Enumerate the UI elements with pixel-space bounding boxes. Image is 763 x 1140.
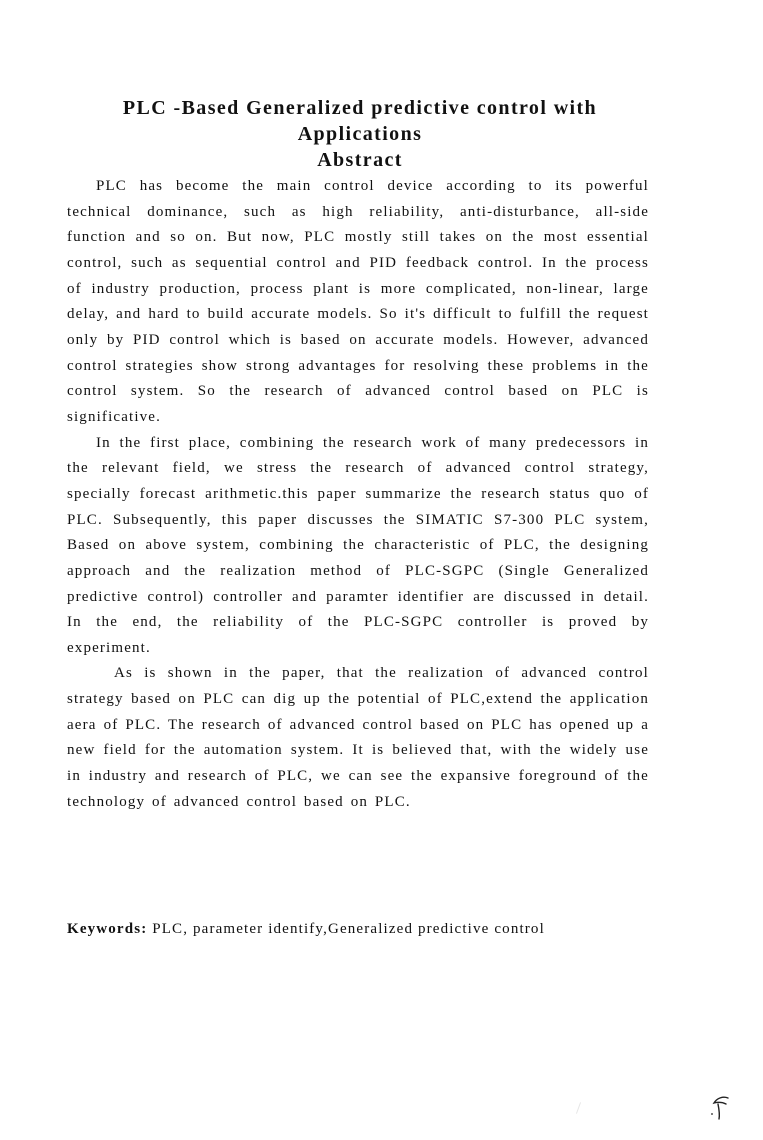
handwritten-page-number-icon (708, 1092, 738, 1122)
abstract-body (67, 174, 649, 815)
paper-title-line-1: PLC -Based Generalized predictive control with (122, 97, 598, 119)
abstract-paragraph-3: As is shown in the paper, that the realization of advanced control strategy based on PLC can dig up the potential of PLC,extend the application aera of PLC. The research of advanced control based on PLC has opened up a new field for the automation system. It is believed that, with the widely use in industry and research of PLC, we can see the expansive foreground of the technology of advanced control based on PLC. (67, 665, 649, 810)
abstract-paragraph-1: PLC has become the main control device according to its powerful technical dominance, such as high reliability, anti-disturbance, all-side function and so on. But now, PLC mostly still takes on the most essential control, such as sequential control and PID feedback control. In the process of industry production, process plant is more complicated, non-linear, large delay, and hard to build accurate models. So it's difficult to fulfill the request only by PID control which is based on accurate models. However, advanced control strategies show strong advantages for resolving these problems in the control system. So the research of advanced control based on PLC is significative. (67, 178, 649, 425)
abstract-heading: Abstract (317, 149, 403, 171)
keywords-label: Keywords: (67, 921, 148, 937)
scan-mark (576, 1102, 581, 1114)
paper-title-line-2: Applications (297, 123, 423, 145)
keywords-line (67, 917, 667, 942)
keywords-text: PLC, parameter identify,Generalized predictive control (147, 921, 545, 937)
abstract-paragraph-2: In the first place, combining the research work of many predecessors in the relevant field, we stress the research of advanced control strategy, specially forecast arithmetic.this paper summarize the research status quo of PLC. Subsequently, this paper discusses the SIMATIC S7-300 PLC system, Based on above system, combining the characteristic of PLC, the designing approach and the realization method of PLC-SGPC (Single Generalized predictive control) controller and paramter identifier are discussed in detail. In the end, the reliability of the PLC-SGPC controller is proved by experiment. (67, 434, 649, 656)
